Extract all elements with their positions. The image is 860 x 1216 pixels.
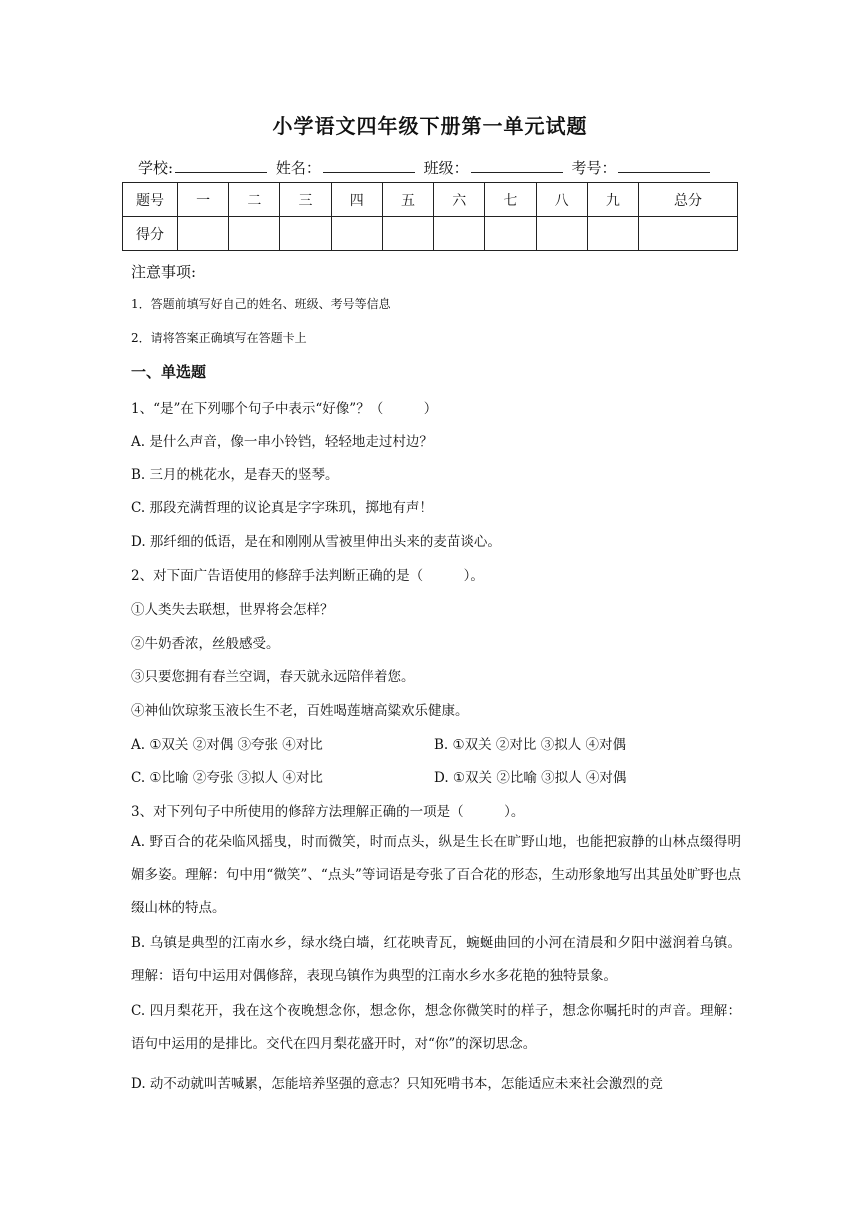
school-label: 学校:	[138, 159, 174, 177]
question-2-stem: 2、对下面广告语使用的修辞手法判断正确的是（ ）。	[131, 568, 484, 584]
q2-option-c[interactable]: C. ①比喻 ②夸张 ③拟人 ④对比	[131, 770, 323, 786]
q3-option-d[interactable]: D. 动不动就叫苦喊累，怎能培养坚强的意志？只知死啃书本，怎能适应未来社会激烈的竞	[131, 1076, 663, 1092]
section-title: 一、单选题	[131, 363, 207, 381]
notice-heading: 注意事项:	[131, 263, 197, 281]
name-label: 姓名：	[275, 159, 321, 177]
exam-no-blank[interactable]	[618, 156, 710, 173]
score-cell[interactable]	[331, 217, 382, 251]
q2-item: ②牛奶香浓，丝般感受。	[131, 636, 280, 652]
q3-option-b[interactable]: B. 乌镇是典型的江南水乡，绿水绕白墙，红花映青瓦，蜿蜒曲回的小河在清晨和夕阳中滋润着乌镇。理解：语句中运用对偶修辞，表现乌镇作为典型的江南水乡水多花艳的独特景象。	[131, 935, 741, 984]
score-header-cell: 九	[587, 183, 638, 217]
score-header-cell: 题号	[123, 183, 178, 217]
page-title: 小学语文四年级下册第一单元试题	[272, 114, 588, 138]
score-row-label: 得分	[123, 217, 178, 251]
score-cell[interactable]	[434, 217, 485, 251]
score-header-cell: 四	[331, 183, 382, 217]
class-label: 班级：	[423, 159, 469, 177]
exam-no-label: 考号：	[571, 159, 617, 177]
school-blank[interactable]	[175, 156, 267, 173]
score-cell[interactable]	[536, 217, 587, 251]
score-cell[interactable]	[229, 217, 280, 251]
q2-option-b[interactable]: B. ①双关 ②对比 ③拟人 ④对偶	[434, 737, 626, 753]
q2-option-d[interactable]: D. ①双关 ②比喻 ③拟人 ④对偶	[434, 770, 627, 786]
question-3-stem: 3、对下列句子中所使用的修辞方法理解正确的一项是（ ）。	[131, 804, 525, 820]
q1-option-a[interactable]: A. 是什么声音，像一串小铃铛，轻轻地走过村边？	[131, 434, 433, 450]
score-header-cell: 一	[178, 183, 229, 217]
score-row	[123, 217, 738, 251]
student-info-row	[138, 156, 714, 178]
q2-item: ③只要您拥有春兰空调，春天就永远陪伴着您。	[131, 669, 415, 685]
q2-item: ④神仙饮琼浆玉液长生不老，百姓喝莲塘高粱欢乐健康。	[131, 703, 469, 719]
score-header-cell: 五	[382, 183, 433, 217]
score-header-cell: 八	[536, 183, 587, 217]
name-blank[interactable]	[323, 156, 415, 173]
q1-option-b[interactable]: B. 三月的桃花水，是春天的竖琴。	[131, 467, 339, 483]
score-cell[interactable]	[485, 217, 536, 251]
score-cell[interactable]	[638, 217, 737, 251]
notice-item: 1．答题前填写好自己的姓名、班级、考号等信息	[131, 297, 391, 311]
q3-option-c[interactable]: C. 四月梨花开，我在这个夜晚想念你，想念你，想念你微笑时的样子，想念你嘱托时的声音。理解：语句中运用的是排比。交代在四月梨花盛开时，对“你”的深切思念。	[131, 1003, 741, 1052]
question-1-stem: 1、“是”在下列哪个句子中表示“好像”？（ ）	[131, 401, 438, 417]
q3-option-a[interactable]: A. 野百合的花朵临风摇曳，时而微笑，时而点头，纵是生长在旷野山地，也能把寂静的山林点缀得明媚多姿。理解：句中用“微笑”、“点头”等词语是夸张了百合花的形态，生动形象地写出其虽处旷野也点缀山林的特点。	[131, 834, 741, 916]
q1-option-c[interactable]: C. 那段充满哲理的议论真是字字珠玑，掷地有声！	[131, 500, 433, 516]
score-cell[interactable]	[382, 217, 433, 251]
q2-item: ①人类失去联想，世界将会怎样？	[131, 602, 334, 618]
class-blank[interactable]	[471, 156, 563, 173]
score-header-cell: 六	[434, 183, 485, 217]
q2-option-a[interactable]: A. ①双关 ②对偶 ③夸张 ④对比	[131, 737, 323, 753]
notice-item: 2．请将答案正确填写在答题卡上	[131, 331, 307, 345]
score-header-cell: 三	[280, 183, 331, 217]
score-header-cell: 总分	[638, 183, 737, 217]
q1-option-d[interactable]: D. 那纤细的低语，是在和刚刚从雪被里伸出头来的麦苗谈心。	[131, 534, 501, 550]
score-header-row	[123, 183, 738, 217]
score-table	[122, 182, 738, 251]
score-cell[interactable]	[587, 217, 638, 251]
score-cell[interactable]	[178, 217, 229, 251]
score-header-cell: 二	[229, 183, 280, 217]
score-cell[interactable]	[280, 217, 331, 251]
score-header-cell: 七	[485, 183, 536, 217]
